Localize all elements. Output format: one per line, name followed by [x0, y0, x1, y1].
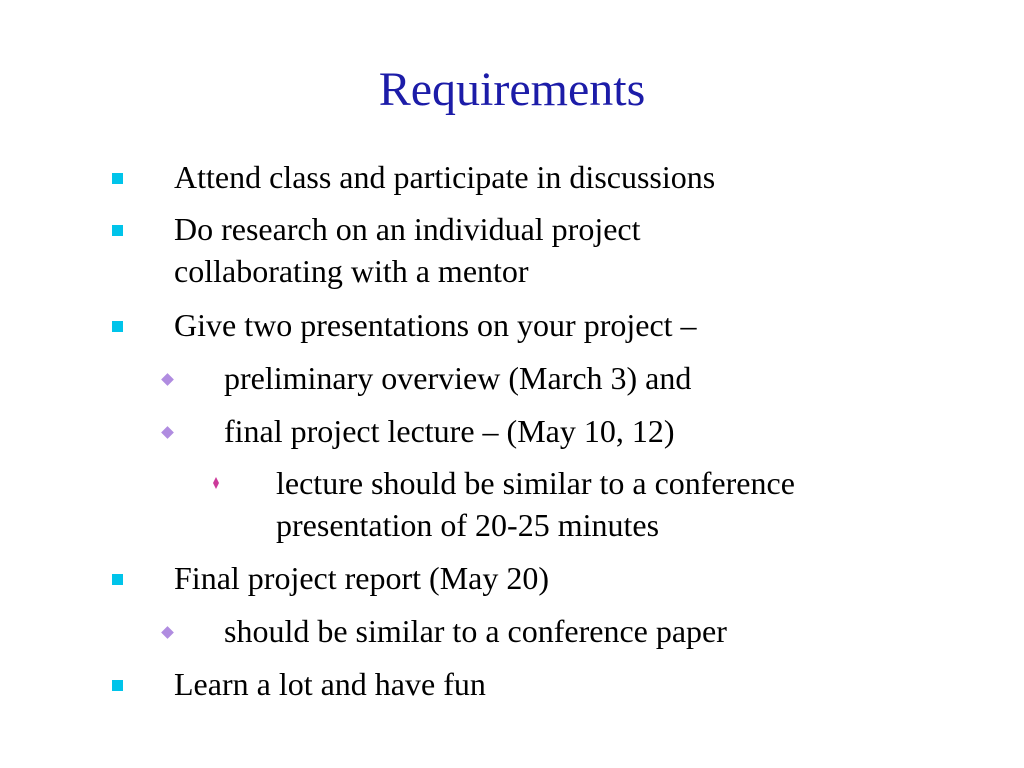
sub-sub-list-item: lecture should be similar to a conference: [276, 465, 795, 501]
sub-list-item: should be similar to a conference paper: [224, 613, 727, 649]
list-item: Learn a lot and have fun: [174, 666, 486, 702]
diamond-bullet-icon: [161, 373, 174, 386]
list-item: Do research on an individual project: [174, 211, 641, 247]
square-bullet-icon: [112, 574, 123, 585]
sub-list-item: final project lecture – (May 10, 12): [224, 413, 675, 449]
list-item: Attend class and participate in discussions: [174, 159, 716, 195]
square-bullet-icon: [112, 680, 123, 691]
diamond-bullet-icon: [161, 626, 174, 639]
sub-sub-list-item-continuation: presentation of 20-25 minutes: [276, 507, 660, 543]
list-item-continuation: collaborating with a mentor: [174, 253, 529, 289]
square-bullet-icon: [112, 173, 123, 184]
diamond-bullet-icon: [161, 426, 174, 439]
slide-title: Requirements: [378, 63, 646, 116]
sub-list-item: preliminary overview (March 3) and: [224, 360, 692, 396]
square-bullet-icon: [112, 225, 123, 236]
square-bullet-icon: [112, 321, 123, 332]
rhombus-bullet-icon: [213, 477, 219, 489]
list-item: Give two presentations on your project –: [174, 307, 697, 343]
list-item: Final project report (May 20): [174, 560, 549, 596]
